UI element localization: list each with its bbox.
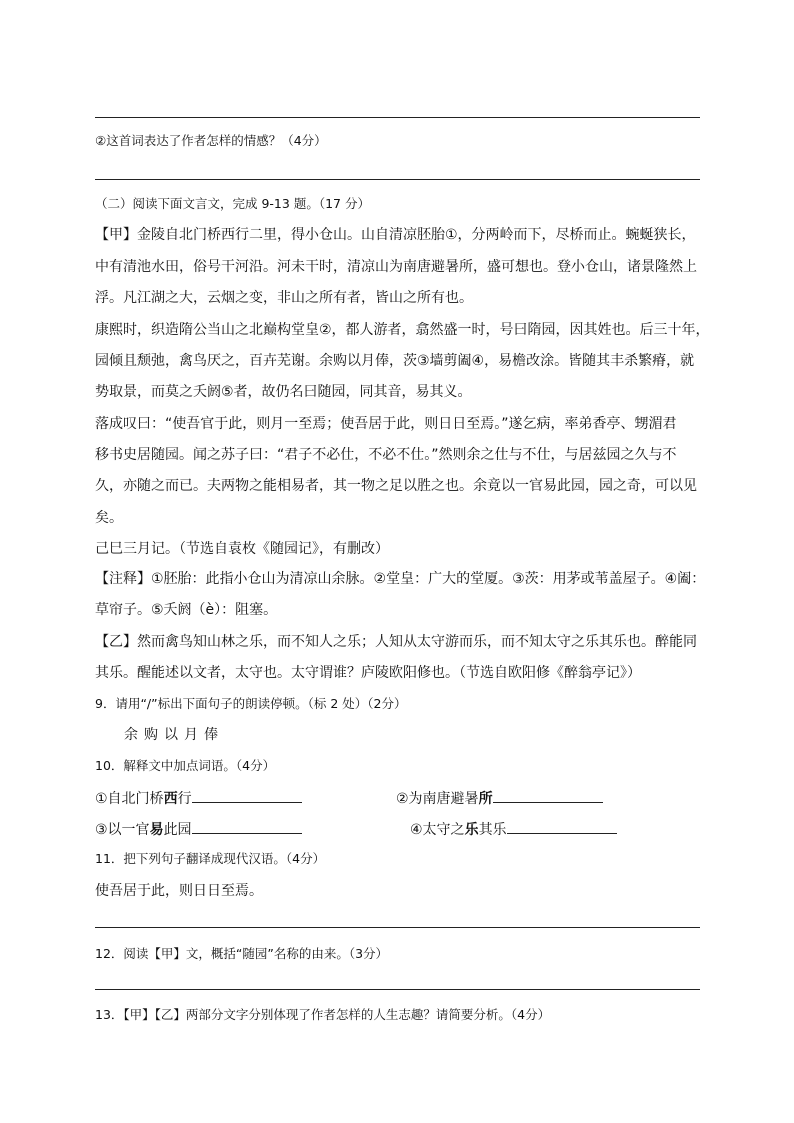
dotted-word: 乐 (464, 822, 479, 838)
q10-item: ②为南唐避暑所 (396, 788, 696, 809)
question-9-sentence: 余购以月俸 (124, 727, 224, 743)
answer-line[interactable] (95, 989, 700, 990)
question-10: 10．解释文中加点词语。（4分） (95, 758, 276, 773)
question-13: 13．【甲】【乙】两部分文字分别体现了作者怎样的人生志趣？请简要分析。（4分） (95, 1007, 551, 1022)
answer-blank[interactable] (493, 788, 603, 803)
question-11: 11．把下列句子翻译成现代汉语。（4分） (95, 851, 326, 866)
answer-blank[interactable] (192, 819, 302, 834)
passage-jia-line: 矣。 (95, 510, 123, 526)
q10-item: ③以一官易此园 (95, 819, 395, 840)
passage-jia-line: 康熙时，织造隋公当山之北巅构堂皇②，都人游者，翕然盛一时，号曰隋园，因其姓也。后三十年， (95, 322, 710, 338)
question-8-2: ②这首词表达了作者怎样的情感？（4分） (95, 133, 327, 148)
section-heading: （二）阅读下面文言文，完成 9-13 题。（17 分） (95, 196, 370, 211)
passage-jia-line: 移书史居随园。闻之苏子曰：“君子不必仕，不必不仕。”然则余之仕与不仕，与居兹园之久与不 (95, 447, 677, 463)
answer-blank[interactable] (507, 819, 617, 834)
dotted-word: 西 (163, 791, 178, 807)
answer-line (95, 179, 700, 180)
q10-item: ①自北门桥西行 (95, 788, 395, 809)
dotted-word: 所 (478, 791, 493, 807)
passage-jia-line: 势取景，而莫之夭阏⑤者，故仍名曰随园，同其音，易其义。 (95, 384, 472, 400)
passage-source: 己巳三月记。（节选自袁枚《随园记》，有删改） (95, 541, 389, 557)
answer-line[interactable] (95, 927, 700, 928)
passage-yi-line: 其乐。醒能述以文者，太守也。太守谓谁？庐陵欧阳修也。（节选自欧阳修《醉翁亭记》） (95, 665, 641, 681)
passage-jia-line: 落成叹曰：“使吾官于此，则月一至焉；使吾居于此，则日日至焉。”遂乞病，率弟香亭、甥湄君 (95, 416, 677, 432)
passage-jia-line: 中有清池水田，俗号干河沿。河未干时，清凉山为南唐避暑所，盛可想也。登小仓山，诸景隆然上 (95, 259, 697, 275)
passage-jia-line: 【甲】金陵自北门桥西行二里，得小仓山。山自清凉胚胎①，分两岭而下，尽桥而止。蜿蜒狭长， (95, 227, 696, 243)
question-11-sentence: 使吾居于此，则日日至焉。 (95, 883, 263, 899)
passage-jia-line: 园倾且颓弛，禽鸟厌之，百卉芜谢。余购以月俸，茨③墙剪阖④，易檐改涂。皆随其丰杀繁瘠，就 (95, 353, 695, 369)
notes-line: 【注释】①胚胎：此指小仓山为清凉山余脉。②堂皇：广大的堂厦。③茨：用茅或苇盖屋子。④阖： (95, 571, 706, 587)
answer-line (95, 117, 700, 118)
passage-jia-line: 浮。凡江湖之大，云烟之变，非山之所有者，皆山之所有也。 (95, 290, 473, 306)
answer-blank[interactable] (192, 788, 302, 803)
question-9: 9．请用“/”标出下面句子的朗读停顿。（标 2 处）（2分） (95, 696, 407, 711)
passage-yi-line: 【乙】然而禽鸟知山林之乐，而不知人之乐；人知从太守游而乐，而不知太守之乐其乐也。醉能同 (95, 634, 697, 650)
question-12: 12．阅读【甲】文，概括“随园”名称的由来。（3分） (95, 946, 389, 961)
notes-line: 草帘子。⑤夭阏（è）：阻塞。 (95, 602, 278, 618)
q10-item: ④太守之乐其乐 (410, 819, 700, 840)
dotted-word: 易 (149, 822, 164, 838)
passage-jia-line: 久，亦随之而已。夫两物之能相易者，其一物之足以胜之也。余竟以一官易此园，园之奇，可以见 (95, 478, 697, 494)
